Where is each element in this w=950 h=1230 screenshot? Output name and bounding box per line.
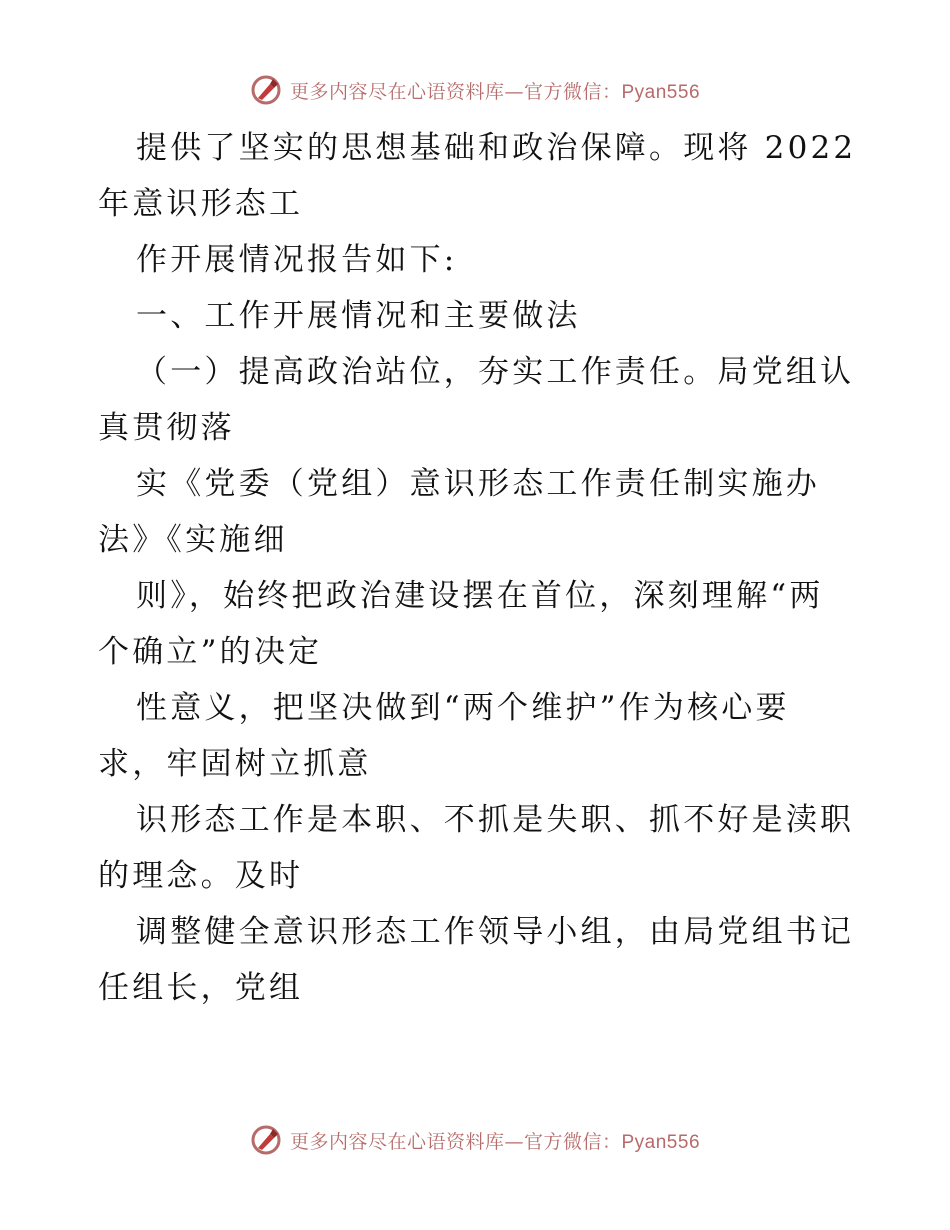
header-banner-label: 更多内容尽在心语资料库—官方微信： — [289, 80, 622, 103]
footer-banner-text — [290, 1127, 700, 1154]
body-line: （一）提高政治站位，夯实工作责任。局党组认 — [136, 354, 855, 390]
body-line: 年意识形态工 — [98, 186, 304, 222]
footer-banner — [0, 1120, 950, 1160]
pen-nib-logo-icon — [250, 74, 282, 106]
footer-banner-handle: Pyan556 — [621, 1131, 701, 1153]
body-line: 任组长，党组 — [98, 970, 304, 1006]
body-line: 实《党委（党组）意识形态工作责任制实施办 — [136, 466, 820, 502]
body-line: 法》《实施细 — [98, 522, 288, 558]
body-line: 作开展情况报告如下: — [136, 242, 458, 278]
body-line: 个确立”的决定 — [98, 634, 323, 670]
pen-nib-logo-icon — [250, 1124, 282, 1156]
document-body — [98, 120, 858, 1016]
body-line: 识形态工作是本职、不抓是失职、抓不好是渎职 — [136, 802, 855, 838]
body-line: 一、工作开展情况和主要做法 — [136, 298, 581, 334]
header-banner-text — [290, 77, 700, 104]
header-banner — [0, 70, 950, 110]
footer-banner-label: 更多内容尽在心语资料库—官方微信： — [289, 1130, 622, 1153]
body-line: 则》，始终把政治建设摆在首位，深刻理解“两 — [136, 578, 824, 614]
body-line: 求，牢固树立抓意 — [98, 746, 372, 782]
body-line: 真贯彻落 — [98, 410, 235, 446]
header-banner-handle: Pyan556 — [621, 81, 701, 103]
body-line: 调整健全意识形态工作领导小组，由局党组书记 — [136, 914, 855, 950]
body-line: 的理念。及时 — [98, 858, 304, 894]
body-line: 提供了坚实的思想基础和政治保障。现将 2022 — [136, 130, 857, 166]
body-line: 性意义，把坚决做到“两个维护”作为核心要 — [136, 690, 790, 726]
